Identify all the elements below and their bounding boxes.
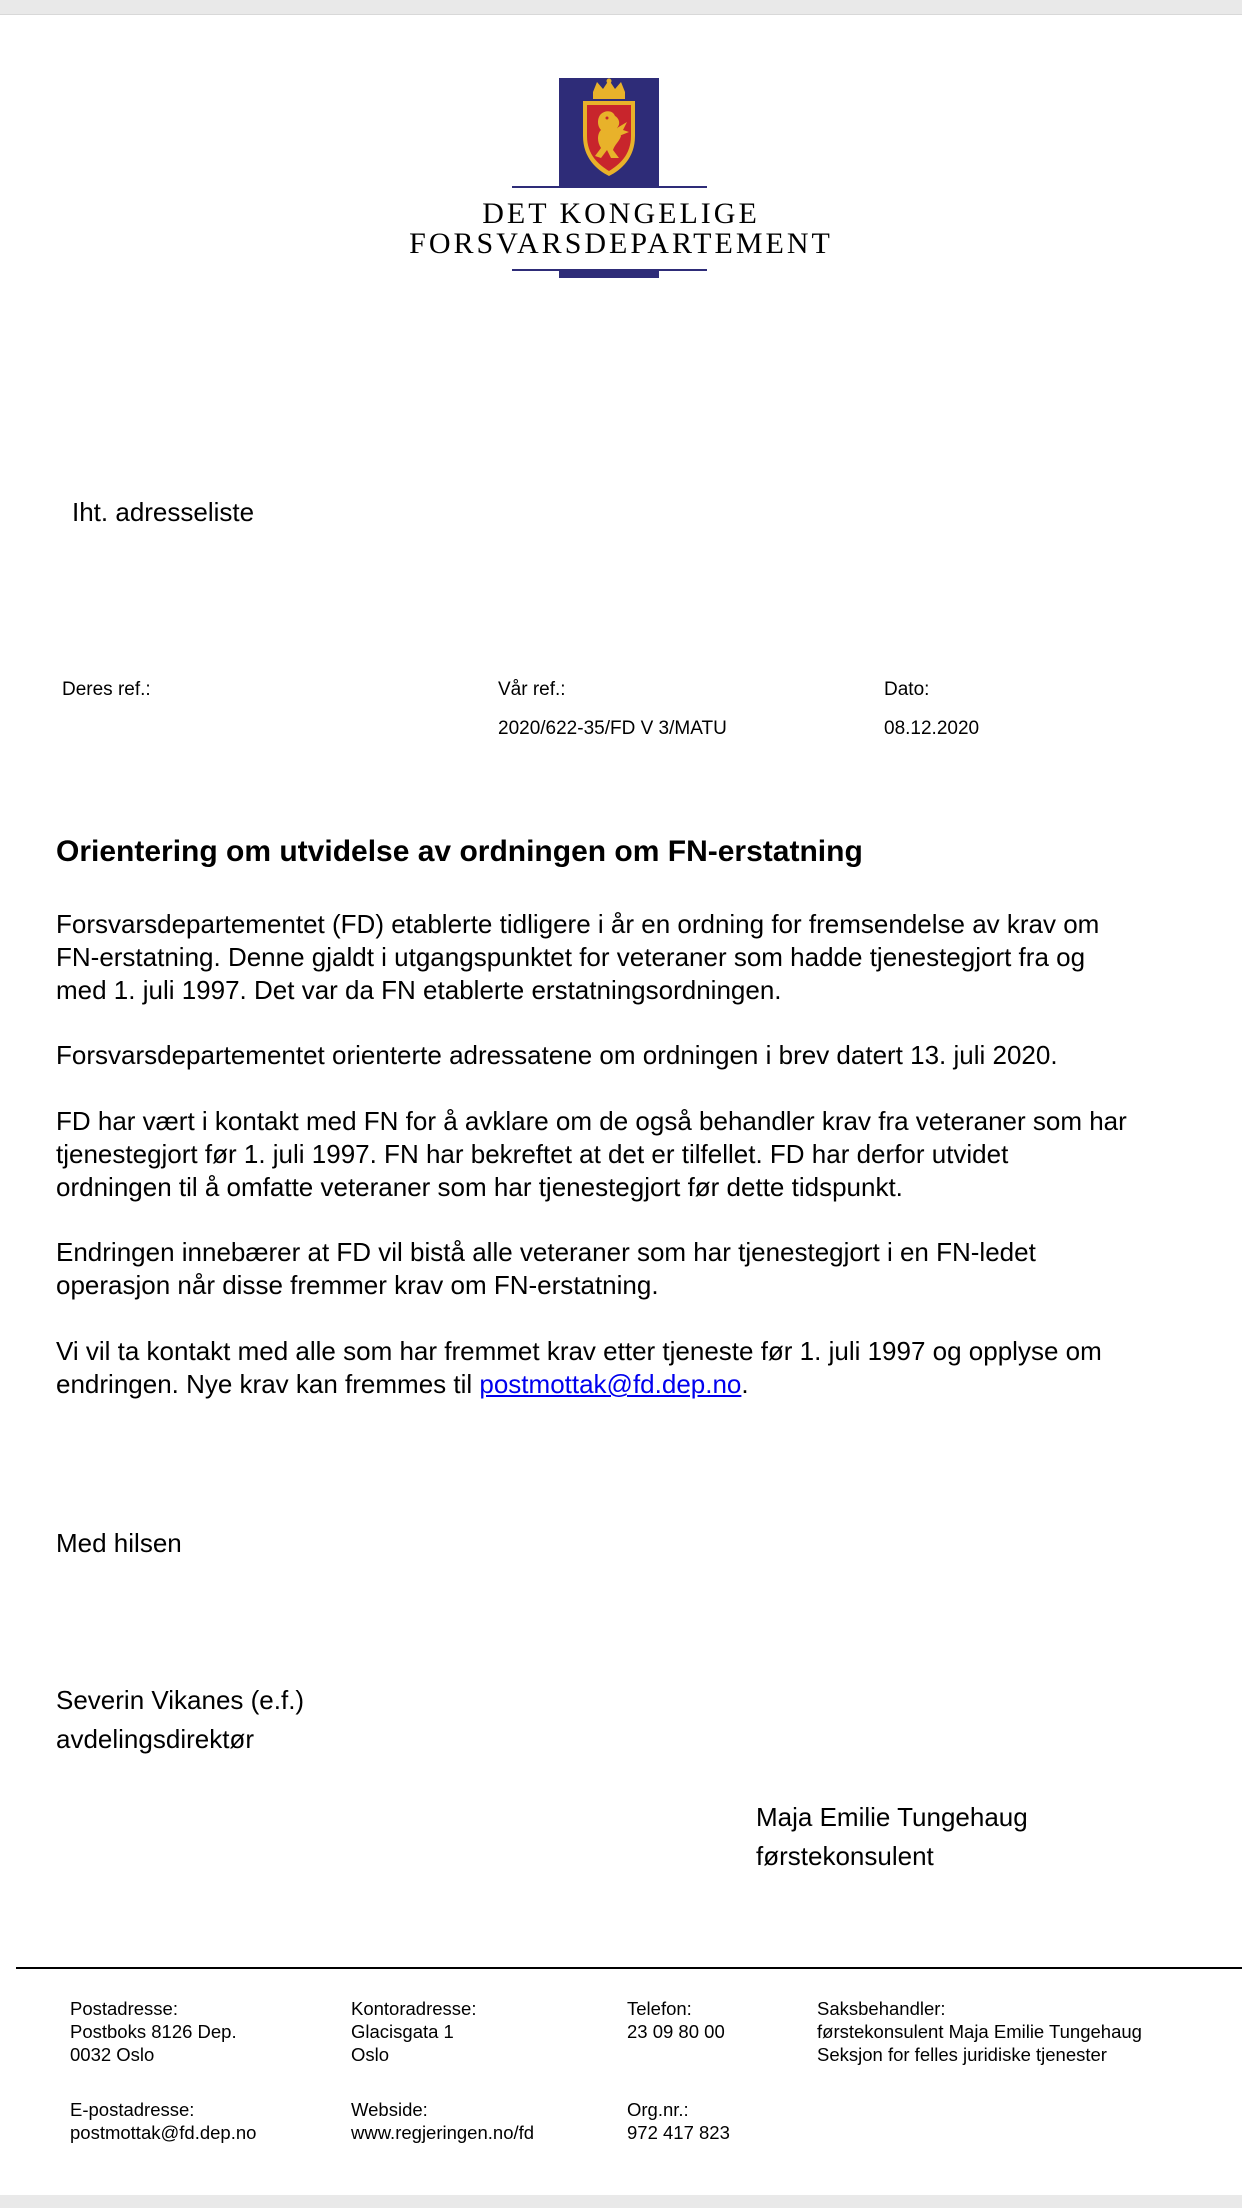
date-value: 08.12.2020 — [884, 718, 980, 739]
paragraph-5 — [56, 1335, 1236, 1401]
department-name-line2: FORSVARSDEPARTEMENT — [409, 227, 833, 260]
footer-org-label: Org.nr.: — [627, 2099, 689, 2120]
footer-office-label: Kontoradresse: — [351, 1998, 477, 2019]
footer-office-line2: Oslo — [351, 2044, 390, 2065]
paragraph-line: Vi vil ta kontakt med alle som har fremmet krav etter tjeneste før 1. juli 1997 og opplyse om — [56, 1336, 1102, 1366]
our-ref-value: 2020/622-35/FD V 3/MATU — [498, 718, 727, 739]
paragraph-line: FD har vært i kontakt med FN for å avklare om de også behandler krav fra veteraner som har — [56, 1106, 1127, 1136]
department-name-line1: DET KONGELIGE — [482, 197, 760, 230]
recipient: Iht. adresseliste — [72, 497, 255, 527]
paragraph-line: tjenestegjort før 1. juli 1997. FN har bekreftet at det er tilfellet. FD har derfor utvidet — [56, 1139, 1009, 1169]
paragraph-text: . — [741, 1369, 749, 1399]
their-ref-label: Deres ref.: — [62, 679, 151, 700]
paragraph-line: Forsvarsdepartementet orienterte adressatene om ordningen i brev datert 13. juli 2020. — [56, 1040, 1058, 1070]
letter-page — [0, 14, 1242, 2195]
paragraph-4 — [56, 1236, 1236, 1302]
letter-title: Orientering om utvidelse av ordningen om FN-erstatning — [56, 835, 863, 868]
paragraph-line — [56, 1368, 1236, 1401]
footer-phone-label: Telefon: — [627, 1998, 692, 2019]
paragraph-line: Endringen innebærer at FD vil bistå alle veteraner som har tjenestegjort i en FN-ledet — [56, 1237, 1036, 1267]
paragraph-2 — [56, 1039, 1236, 1072]
our-ref-label: Vår ref.: — [498, 679, 566, 700]
footer-org-value: 972 417 823 — [627, 2122, 730, 2143]
footer-post-line1: Postboks 8126 Dep. — [70, 2021, 237, 2042]
paragraph-line: operasjon når disse fremmer krav om FN-erstatning. — [56, 1270, 659, 1300]
paragraph-text: endringen. Nye krav kan fremmes til — [56, 1369, 480, 1399]
paragraph-line: Forsvarsdepartementet (FD) etablerte tidligere i år en ordning for fremsendelse av krav om — [56, 909, 1100, 939]
footer-case-line2: Seksjon for felles juridiske tjenester — [817, 2044, 1107, 2065]
footer-case-line1: førstekonsulent Maja Emilie Tungehaug — [817, 2021, 1142, 2042]
crest-rule-top — [512, 186, 707, 188]
crest-background — [559, 78, 659, 188]
footer-web-label: Webside: — [351, 2099, 428, 2120]
footer-rule — [16, 1967, 1242, 1969]
date-label: Dato: — [884, 679, 930, 700]
paragraph-line: ordningen til å omfatte veteraner som har tjenestegjort før dette tidspunkt. — [56, 1172, 903, 1202]
paragraph-line: med 1. juli 1997. Det var da FN etablerte erstatningsordningen. — [56, 975, 782, 1005]
crest-foot-bar — [559, 270, 659, 278]
closing-greeting: Med hilsen — [56, 1528, 182, 1558]
signer1-name: Severin Vikanes (e.f.) — [56, 1685, 305, 1715]
paragraph-1 — [56, 908, 1236, 1007]
footer-case-label: Saksbehandler: — [817, 1998, 946, 2019]
email-link[interactable]: postmottak@fd.dep.no — [479, 1369, 742, 1399]
footer-email-value: postmottak@fd.dep.no — [70, 2122, 257, 2143]
signer2-name: Maja Emilie Tungehaug — [756, 1802, 1028, 1832]
footer-phone-value: 23 09 80 00 — [627, 2021, 725, 2042]
footer-web-value: www.regjeringen.no/fd — [351, 2122, 535, 2143]
footer-email-label: E-postadresse: — [70, 2099, 195, 2120]
footer-office-line1: Glacisgata 1 — [351, 2021, 454, 2042]
norwegian-royal-coat-of-arms-icon — [559, 78, 659, 188]
signer2-title: førstekonsulent — [756, 1841, 934, 1871]
signer1-title: avdelingsdirektør — [56, 1724, 254, 1754]
footer-post-line2: 0032 Oslo — [70, 2044, 155, 2065]
paragraph-line: FN-erstatning. Denne gjaldt i utgangspunktet for veteraner som hadde tjenestegjort fra og — [56, 942, 1086, 972]
paragraph-3 — [56, 1105, 1236, 1204]
footer-post-label: Postadresse: — [70, 1998, 178, 2019]
